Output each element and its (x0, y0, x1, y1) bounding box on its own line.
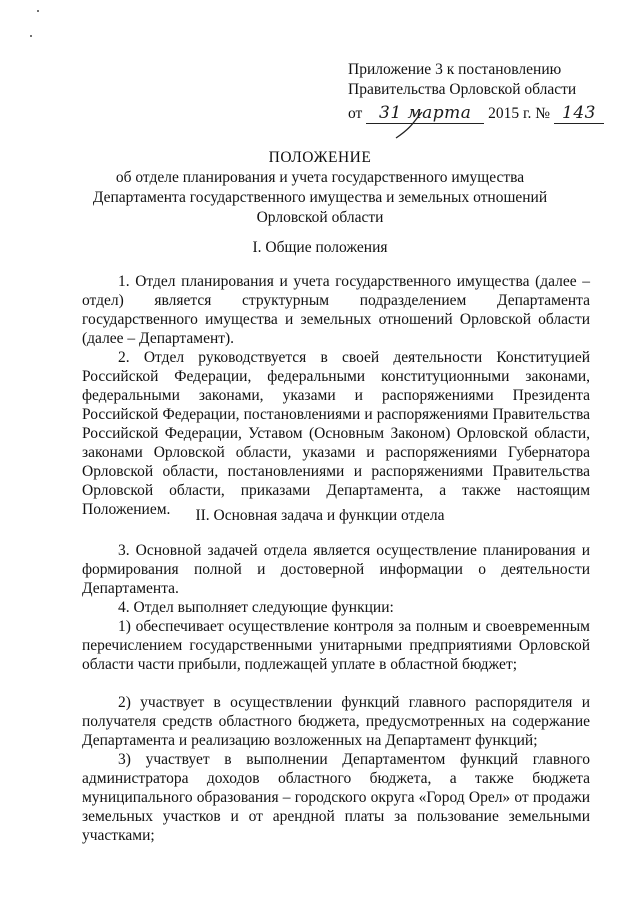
number-blank (554, 104, 604, 124)
handwritten-date: 31 марта (379, 103, 472, 123)
section-1-title: I. Общие положения (252, 239, 388, 256)
handwritten-number: 143 (562, 103, 596, 123)
document-heading: ПОЛОЖЕНИЕ (268, 149, 372, 166)
document-title-block (40, 148, 600, 228)
function-item-2: 2) участвует в осуществлении функций главного распорядителя и получателя средств областного бюджета, предусмотренных на содержание Департамента и реализацию возложенных на Департамент функций; (82, 694, 590, 749)
paragraph-3: 3. Основной задачей отдела является осуществление планирования и формирования полной и достоверной информации о деятельности Департамента. (82, 542, 590, 597)
appendix-line-1: Приложение 3 к постановлению (348, 61, 562, 78)
paragraph-4: 4. Отдел выполняет следующие функции: (118, 599, 394, 616)
section-2-title: II. Основная задача и функции отдела (195, 507, 445, 524)
title-line-1: об отделе планирования и учета государственного имущества (115, 169, 525, 186)
paragraph-1: 1. Отдел планирования и учета государственного имущества (далее – отдел) является структурным подразделением Департамента государственного имущества и земельных отношений Орловской области (далее – Департамент). (82, 273, 590, 347)
year-text: 2015 г. № (488, 105, 551, 122)
function-item-3: 3) участвует в выполнении Департаментом функций главного администратора доходов областного бюджета, а также бюджета муниципального образования – городского округа «Город Орел» от продажи земельных участков и от арендной платы за пользование земельными участками; (82, 751, 590, 844)
pen-stroke-mark (392, 110, 428, 140)
title-line-3: Орловской области (256, 209, 384, 226)
appendix-block (348, 60, 618, 124)
scan-speck (30, 35, 32, 37)
scan-speck (37, 10, 39, 12)
appendix-line-2: Правительства Орловской области (348, 81, 577, 98)
paragraph-2: 2. Отдел руководствуется в своей деятельности Конституцией Российской Федерации, федеральными конституционными законами, федеральными законами, указами и распоряжениями Президента Российской Федерации, постановлениями и распоряжениями Правительства Российской Федерации, Уставом (Основным Законом) Орловской области, законами Орловской области, указами и распоряжениями Губернатора Орловской области, постановлениями и распоряжениями Правительства Орловской области, приказами Департамента, а также настоящим Положением. (82, 349, 590, 518)
function-item-1: 1) обеспечивает осуществление контроля за полным и своевременным перечислением государственными унитарными предприятиями Орловской области части прибыли, подлежащей уплате в областной бюджет; (82, 618, 590, 673)
date-prefix: от (348, 105, 363, 122)
appendix-date-line (348, 104, 618, 124)
title-line-2: Департамента государственного имущества и земельных отношений (92, 189, 548, 206)
